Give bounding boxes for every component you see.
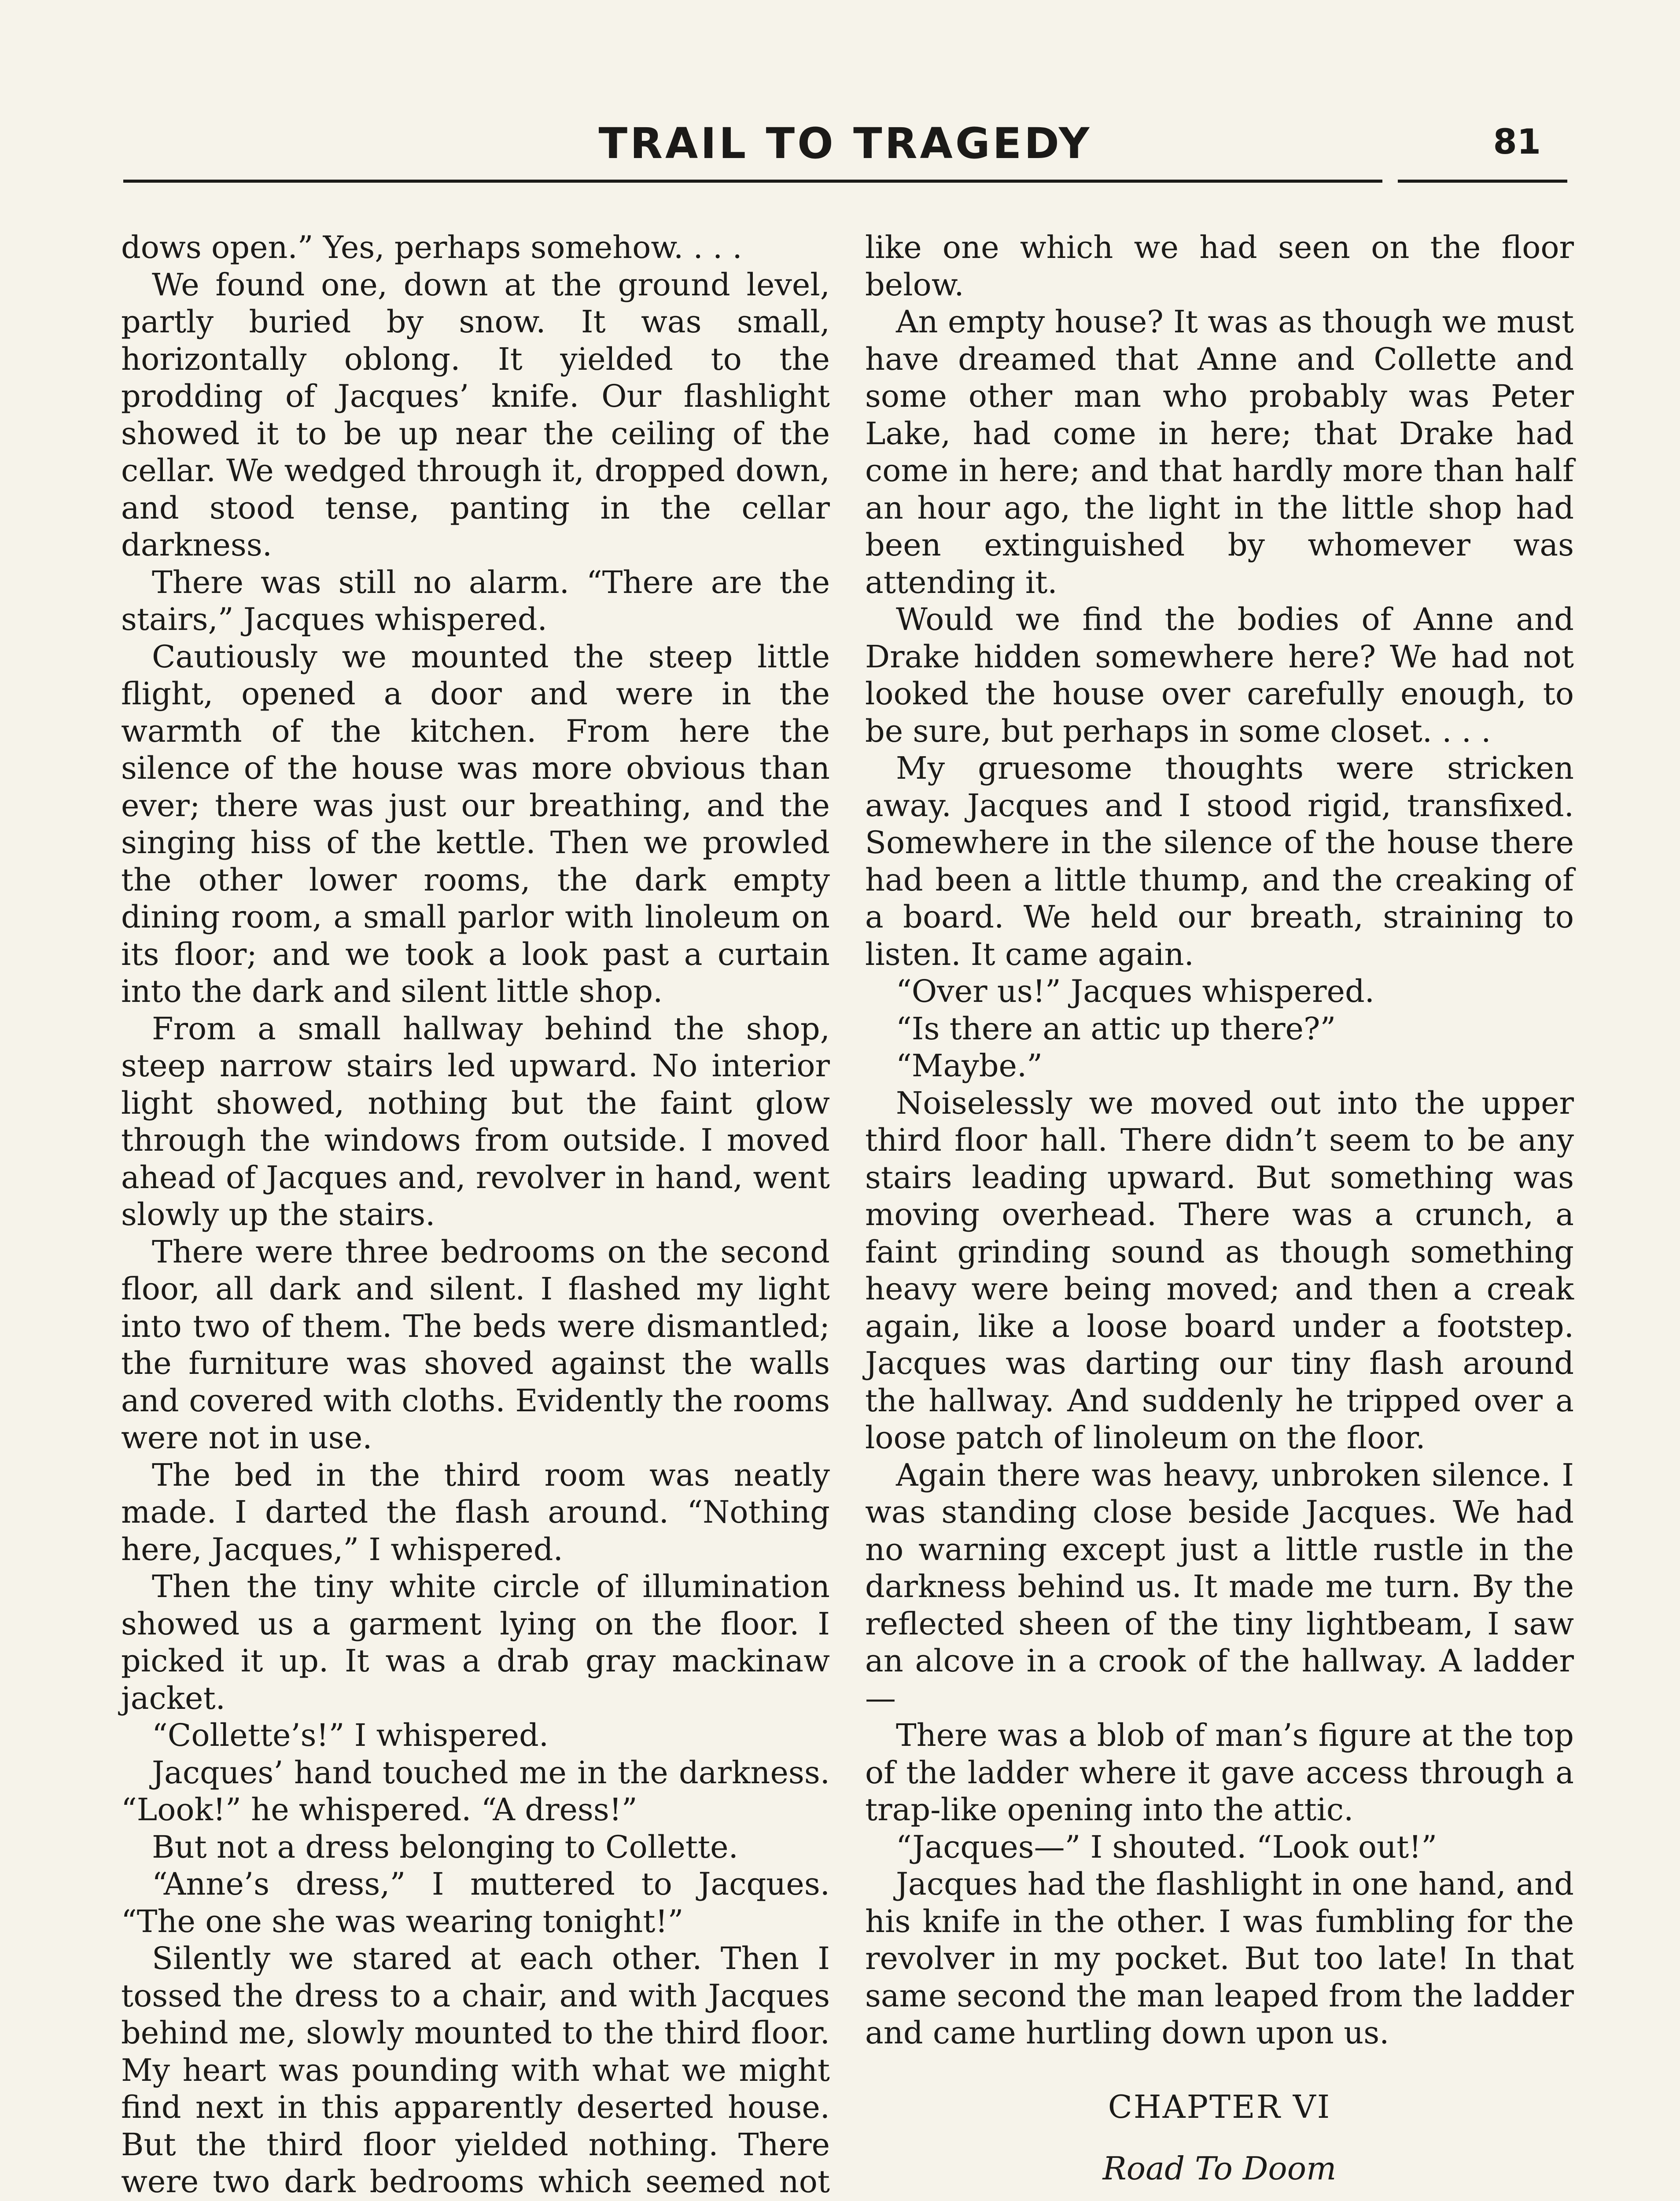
paragraph: Then the tiny white circle of illumination showed us a garment lying on the floor. I picked it up. It was a drab gray mackinaw jacket. [121,1568,830,1716]
paragraph: “Collette’s!” I whispered. [152,1717,549,1753]
right-column [865,229,1574,2201]
header-rule-right [1398,180,1567,183]
paragraph: From a small hallway behind the shop, steep narrow stairs led upward. No interior light showed, nothing but the faint glow through the windows from outside. I moved ahead of Jacques and, revolver in hand, went slowly up the stairs. [121,1010,830,1233]
paragraph: “Anne’s dress,” I muttered to Jacques. “The one she was wearing tonight!” [121,1866,830,1940]
paragraph: Noiselessly we moved out into the upper third floor hall. There didn’t seem to be any stairs leading upward. But something was moving overhead. There was a crunch, a faint grinding sound as though something heavy were being moved; and then a creak again, like a loose board under a footstep. Jacques was darting our tiny flash around the hallway. And suddenly he tripped over a loose patch of linoleum on the floor. [865,1085,1574,1456]
paragraph: “Over us!” Jacques whispered. [896,973,1375,1009]
paragraph: Silently we stared at each other. Then I tossed the dress to a chair, and with Jacques behind me, slowly mounted to the third floor. My heart was pounding with what we might find next in this apparently deserted house. But the third floor yielded nothing. There were two dark bedrooms which seemed not [121,1940,830,2200]
paragraph: My gruesome thoughts were stricken away. Jacques and I stood rigid, transfixed. Somewhere in the silence of the house there had been a little thump, and the creaking of a board. We held our breath, straining to listen. It came again. [865,750,1574,972]
paragraph: Jacques had the flashlight in one hand, and his knife in the other. I was fumbling for the revolver in my pocket. But too late! In that same second the man leaped from the ladder and came hurtling down upon us. [865,1866,1574,2051]
paragraph: “Maybe.” [896,1048,1043,1084]
paragraph: There was still no alarm. “There are the stairs,” Jacques whispered. [121,564,830,637]
paragraph: “Is there an attic up there?” [896,1010,1336,1047]
paragraph: Again there was heavy, unbroken silence. I was standing close beside Jacques. We had no warning except just a little rustle in the darkness behind us. It made me turn. By the reflected sheen of the tiny lightbeam, I saw an alcove in a crook of the hallway. A ladder— [865,1457,1574,1716]
paragraph: “Jacques—” I shouted. “Look out!” [896,1829,1437,1865]
paragraph: We found one, down at the ground level, partly buried by snow. It was small, horizontally oblong. It yielded to the prodding of Jacques’ knife. Our flashlight showed it to be up near the ceiling of the cellar. We wedged through it, dropped down, and stood tense, panting in the cellar darkness. [121,266,830,563]
chapter-heading: CHAPTER VI [1108,2088,1331,2125]
paragraph: Would we find the bodies of Anne and Drake hidden somewhere here? We had not looked the house over carefully enough, to be sure, but perhaps in some closet. . . . [865,601,1574,749]
chapter-subtitle: Road To Doom [1102,2149,1337,2187]
paragraph: Jacques’ hand touched me in the darkness. “Look!” he whispered. “A dress!” [121,1754,830,1828]
paragraph: Cautiously we mounted the steep little flight, opened a door and were in the warmth of the kitchen. From here the silence of the house was more obvious than ever; there was just our breathing, and the singing hiss of the kettle. Then we prowled the other lower rooms, the dark empty dining room, a small parlor with linoleum on its floor; and we took a look past a curtain into the dark and silent little shop. [121,638,830,1009]
header-rule-left [123,180,1382,183]
left-column [121,229,830,2201]
paragraph: dows open.” Yes, perhaps somehow. . . . [121,229,742,265]
page-header [123,110,1567,180]
paragraph: There was a blob of man’s figure at the top of the ladder where it gave access through a trap-like opening into the attic. [865,1717,1574,1828]
running-title: TRAIL TO TRAGEDY [598,119,1092,168]
paragraph: There were three bedrooms on the second floor, all dark and silent. I flashed my light into two of them. The beds were dismantled; the furniture was shoved against the walls and covered with cloths. Evidently the rooms were not in use. [121,1233,830,1456]
paragraph: The bed in the third room was neatly made. I darted the flash around. “Nothing here, Jacques,” I whispered. [121,1457,830,1568]
paragraph: An empty house? It was as though we must have dreamed that Anne and Collette and some other man who probably was Peter Lake, had come in here; that Drake had come in here; and that hardly more than half an hour ago, the light in the little shop had been extinguished by whomever was attending it. [865,304,1574,600]
paragraph: like one which we had seen on the floor below. [865,229,1574,303]
paragraph: But not a dress belonging to Collette. [152,1829,738,1865]
page-number: 81 [1493,122,1541,162]
